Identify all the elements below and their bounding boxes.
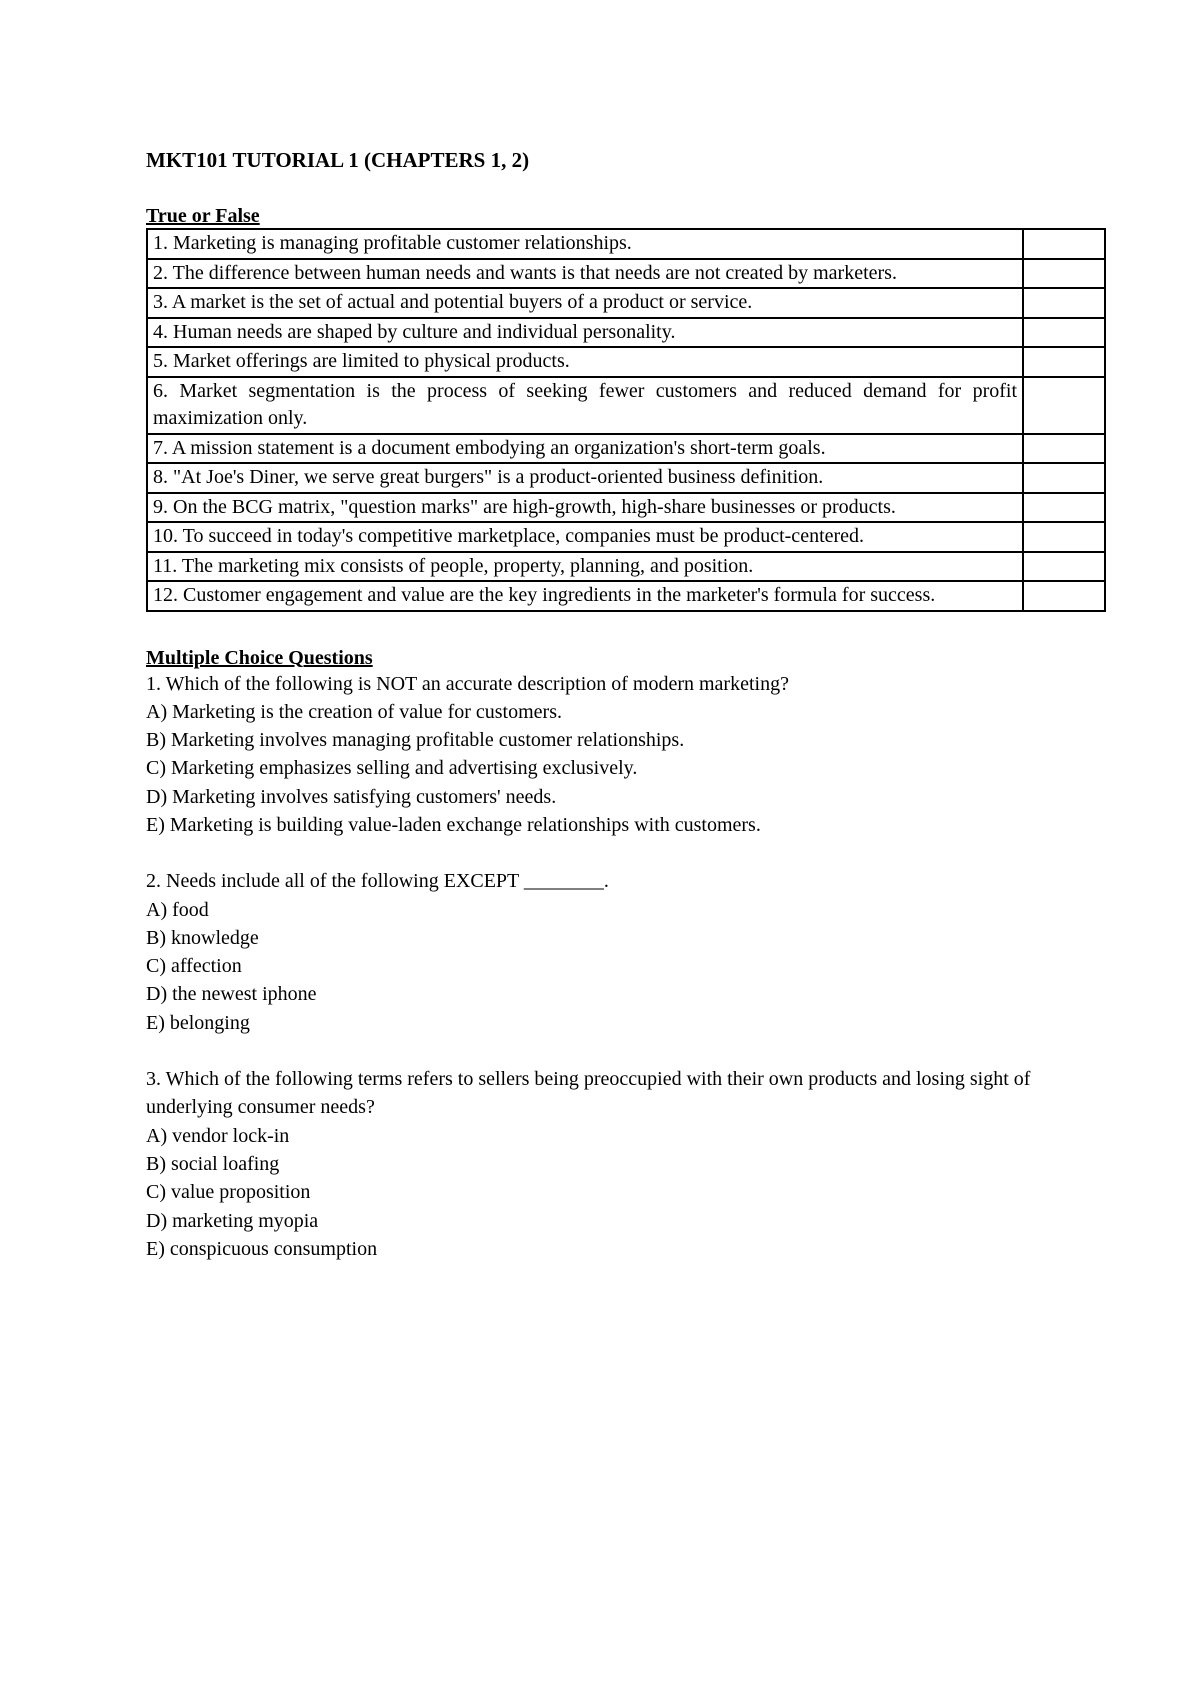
table-row [147,377,1105,434]
answer-option: D) marketing myopia [146,1209,319,1232]
answer-cell [1023,581,1105,611]
table-row [147,318,1105,348]
answer-option: A) Marketing is the creation of value for customers. [146,700,562,723]
answer-cell [1023,377,1105,434]
table-row [147,581,1105,611]
answer-cell [1023,522,1105,552]
table-row [147,259,1105,289]
answer-option: C) Marketing emphasizes selling and advertising exclusively. [146,757,638,780]
answer-option: C) value proposition [146,1181,311,1204]
question-stem: 3. Which of the following terms refers to sellers being preoccupied with their own products and losing sight of underlying consumer needs? [146,1068,1031,1119]
statement-cell: 7. A mission statement is a document embodying an organization's short-term goals. [147,434,1023,464]
answer-cell [1023,259,1105,289]
statement-cell: 8. "At Joe's Diner, we serve great burgers" is a product-oriented business definition. [147,463,1023,493]
answer-cell [1023,434,1105,464]
question-stem: 1. Which of the following is NOT an accurate description of modern marketing? [146,672,789,695]
answer-option: B) knowledge [146,926,259,949]
answer-cell [1023,493,1105,523]
statement-cell: 11. The marketing mix consists of people, property, planning, and position. [147,552,1023,582]
answer-cell [1023,229,1105,259]
table-row [147,347,1105,377]
answer-cell [1023,347,1105,377]
question-stem: 2. Needs include all of the following EXCEPT ________. [146,870,609,893]
table-row [147,229,1105,259]
statement-cell: 1. Marketing is managing profitable customer relationships. [147,229,1023,259]
question-3 [146,1065,1106,1263]
answer-cell [1023,552,1105,582]
statement-cell: 2. The difference between human needs and wants is that needs are not created by marketers. [147,259,1023,289]
true-false-table [146,228,1106,612]
multiple-choice-heading: Multiple Choice Questions [146,646,373,669]
answer-option: D) the newest iphone [146,983,317,1006]
question-1 [146,670,1106,840]
answer-option: B) social loafing [146,1152,280,1175]
answer-option: B) Marketing involves managing profitable customer relationships. [146,729,685,752]
answer-cell [1023,463,1105,493]
answer-cell [1023,318,1105,348]
statement-cell: 12. Customer engagement and value are the key ingredients in the marketer's formula for success. [147,581,1023,611]
answer-option: E) belonging [146,1011,250,1034]
statement-cell: 4. Human needs are shaped by culture and individual personality. [147,318,1023,348]
table-row [147,552,1105,582]
answer-option: D) Marketing involves satisfying customers' needs. [146,785,557,808]
statement-cell: 10. To succeed in today's competitive marketplace, companies must be product-centered. [147,522,1023,552]
statement-cell: 6. Market segmentation is the process of seeking fewer customers and reduced demand for profit maximization only. [147,377,1023,434]
table-row [147,493,1105,523]
multiple-choice-section [146,646,1106,1264]
table-row [147,434,1105,464]
table-row [147,288,1105,318]
answer-option: E) Marketing is building value-laden exchange relationships with customers. [146,813,761,836]
answer-option: C) affection [146,955,242,978]
question-2 [146,867,1106,1037]
table-row [147,463,1105,493]
table-row [147,522,1105,552]
statement-cell: 5. Market offerings are limited to physical products. [147,347,1023,377]
statement-cell: 9. On the BCG matrix, "question marks" are high-growth, high-share businesses or products. [147,493,1023,523]
document-content [146,146,1106,1291]
statement-cell: 3. A market is the set of actual and potential buyers of a product or service. [147,288,1023,318]
answer-option: A) vendor lock-in [146,1124,290,1147]
answer-cell [1023,288,1105,318]
answer-option: A) food [146,898,209,921]
true-false-heading: True or False [146,205,260,227]
document-title: MKT101 TUTORIAL 1 (CHAPTERS 1, 2) [146,148,530,172]
answer-option: E) conspicuous consumption [146,1237,378,1260]
